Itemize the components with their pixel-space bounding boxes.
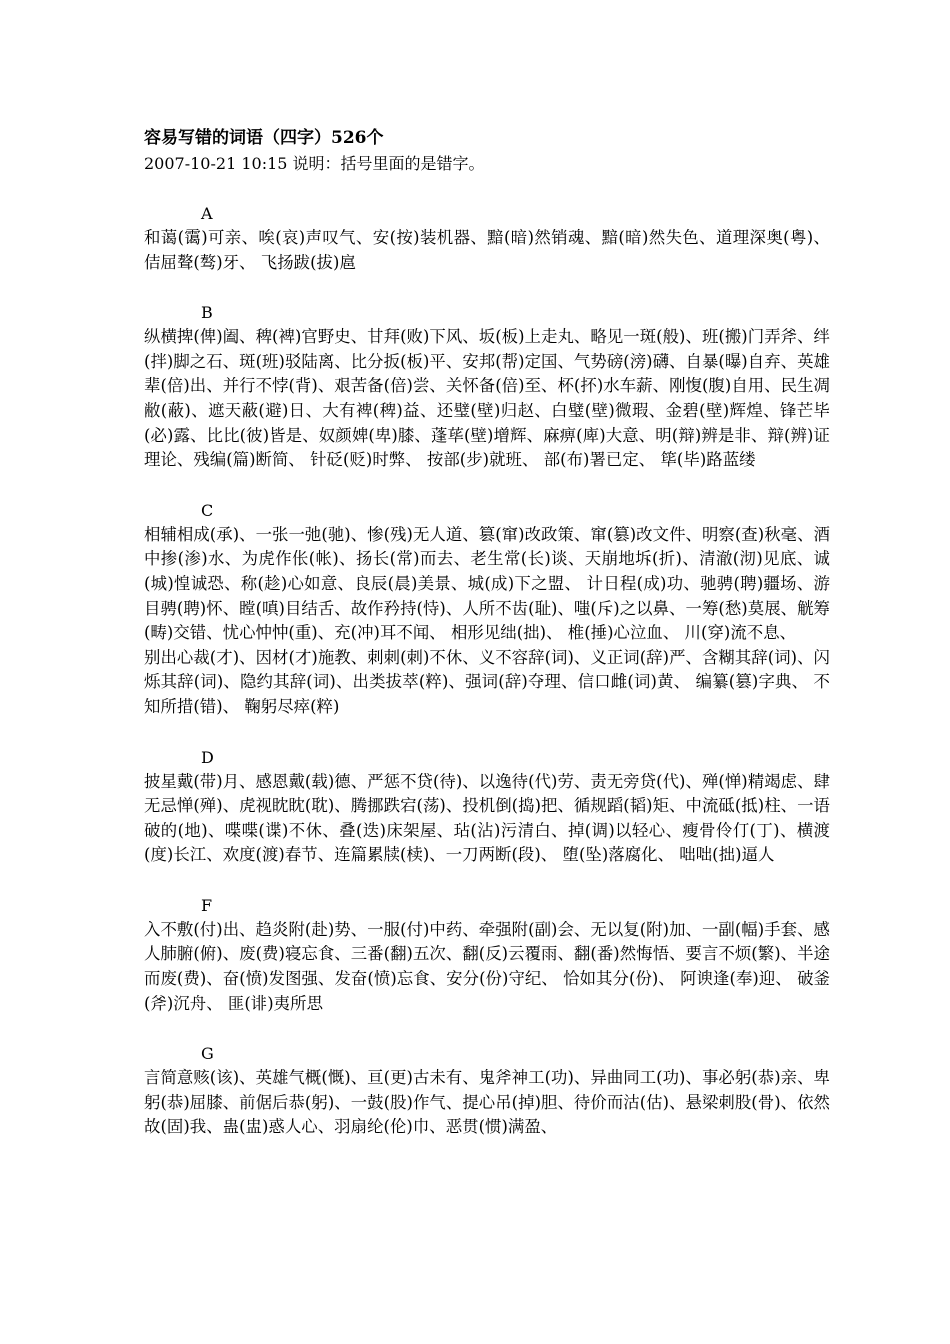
section-d	[144, 745, 830, 868]
section-letter: A	[201, 204, 213, 223]
section-paragraph: 披星戴(带)月、感恩戴(载)德、严惩不贷(待)、以逸待(代)劳、责无旁贷(代)、殚(惮)精竭虑、肆无忌惮(殚)、虎视眈眈(耽)、腾挪跌宕(荡)、投机倒(捣)把、循规蹈(韬)矩、中流砥(抵)柱、一语破的(地)、喋喋(谍)不休、叠(迭)床架屋、玷(沾)污清白、掉(调)以轻心、瘦骨伶仃(丁)、横渡(度)长江、欢度(渡)春节、连篇累牍(椟)、一刀两断(段)、 堕(坠)落腐化、 咄咄(拙)逼人	[144, 771, 830, 865]
section-letter: B	[201, 303, 213, 323]
section-letter: D	[201, 747, 214, 767]
document-title: 容易写错的词语（四字）526个	[144, 128, 384, 148]
section-paragraph: 相辅相成(承)、一张一弛(驰)、惨(残)无人道、篡(窜)改政策、窜(篡)改文件、明察(查)秋毫、酒中掺(渗)水、为虎作伥(帐)、扬长(常)而去、老生常(长)谈、天崩地坼(折)、清澈(沏)见底、诚(城)惶诚恐、称(趁)心如意、良辰(晨)美景、城(成)下之盟、 计日程(成)功、驰骋(聘)疆场、游目骋(聘)怀、瞠(嗔)目结舌、故作矜持(恃)、人所不齿(耻)、嗤(斥)之以鼻、一筹(愁)莫展、觥筹(畴)交错、忧心忡忡(重)、充(冲)耳不闻、 相形见绌(拙)、 椎(捶)心泣血、 川(穿)流不息、	[144, 524, 830, 643]
section-paragraph: 纵横捭(俾)阖、稗(裨)官野史、甘拜(败)下风、坂(板)上走丸、略见一斑(般)、班(搬)门弄斧、绊(拌)脚之石、斑(班)驳陆离、比分扳(板)平、安邦(帮)定国、气势磅(滂)礴、自暴(曝)自弃、英雄辈(倍)出、并行不悖(背)、艰苦备(倍)尝、关怀备(倍)至、杯(抔)水车薪、刚愎(腹)自用、民生凋敝(蔽)、遮天蔽(避)日、大有裨(稗)益、还璧(壁)归赵、白璧(壁)微瑕、金碧(壁)辉煌、锋芒毕(必)露、比比(彼)皆是、奴颜婢(卑)膝、蓬荜(壁)增辉、麻痹(庳)大意、明(辩)辨是非、辩(辨)证理论、残编(篇)断简、 针砭(贬)时弊、 按部(步)就班、 部(布)署已定、 筚(毕)路蓝缕	[144, 327, 830, 470]
section-c	[144, 498, 830, 720]
section-g	[144, 1041, 830, 1140]
section-paragraph: 和蔼(霭)可亲、唉(哀)声叹气、安(按)装机器、黯(暗)然销魂、黯(暗)然失色、道理深奥(粤)、 佶屈聱(骜)牙、 飞扬跋(拔)扈	[144, 228, 830, 272]
section-letter: F	[201, 895, 213, 915]
section-letter: C	[201, 500, 214, 520]
section-a	[144, 201, 830, 275]
section-paragraph: 言简意赅(该)、英雄气概(慨)、亘(更)古未有、鬼斧神工(功)、异曲同工(功)、事必躬(恭)亲、卑躬(恭)屈膝、前倨后恭(躬)、一鼓(股)作气、提心吊(掉)胆、待价而沽(估)、悬梁刺股(骨)、依然故(固)我、蛊(盅)惑人心、羽扇纶(伦)巾、恶贯(惯)满盈、	[144, 1068, 830, 1137]
section-paragraph: 入不敷(付)出、趋炎附(赴)势、一服(付)中药、牵强附(副)会、无以复(附)加、一副(幅)手套、感人肺腑(俯)、废(费)寝忘食、三番(翻)五次、翻(反)云覆雨、翻(番)然悔悟、要言不烦(繁)、半途而废(费)、奋(愤)发图强、发奋(愤)忘食、安分(份)守纪、 恰如其分(份)、 阿谀逢(奉)迎、 破釜(斧)沉舟、 匪(诽)夷所思	[144, 919, 830, 1013]
section-b	[144, 300, 830, 473]
document-subtitle: 2007-10-21 10:15 说明：括号里面的是错字。	[144, 154, 485, 173]
section-paragraph: 别出心裁(才)、因材(才)施教、刺刺(刺)不休、义不容辞(词)、义正词(辞)严、含糊其辞(词)、闪烁其辞(词)、隐约其辞(词)、出类拔萃(粹)、强词(辞)夺理、信口雌(词)黄、 编纂(篡)字典、 不知所措(错)、 鞠躬尽瘁(粹)	[144, 647, 830, 716]
section-f	[144, 893, 830, 1016]
section-letter: G	[201, 1044, 214, 1064]
